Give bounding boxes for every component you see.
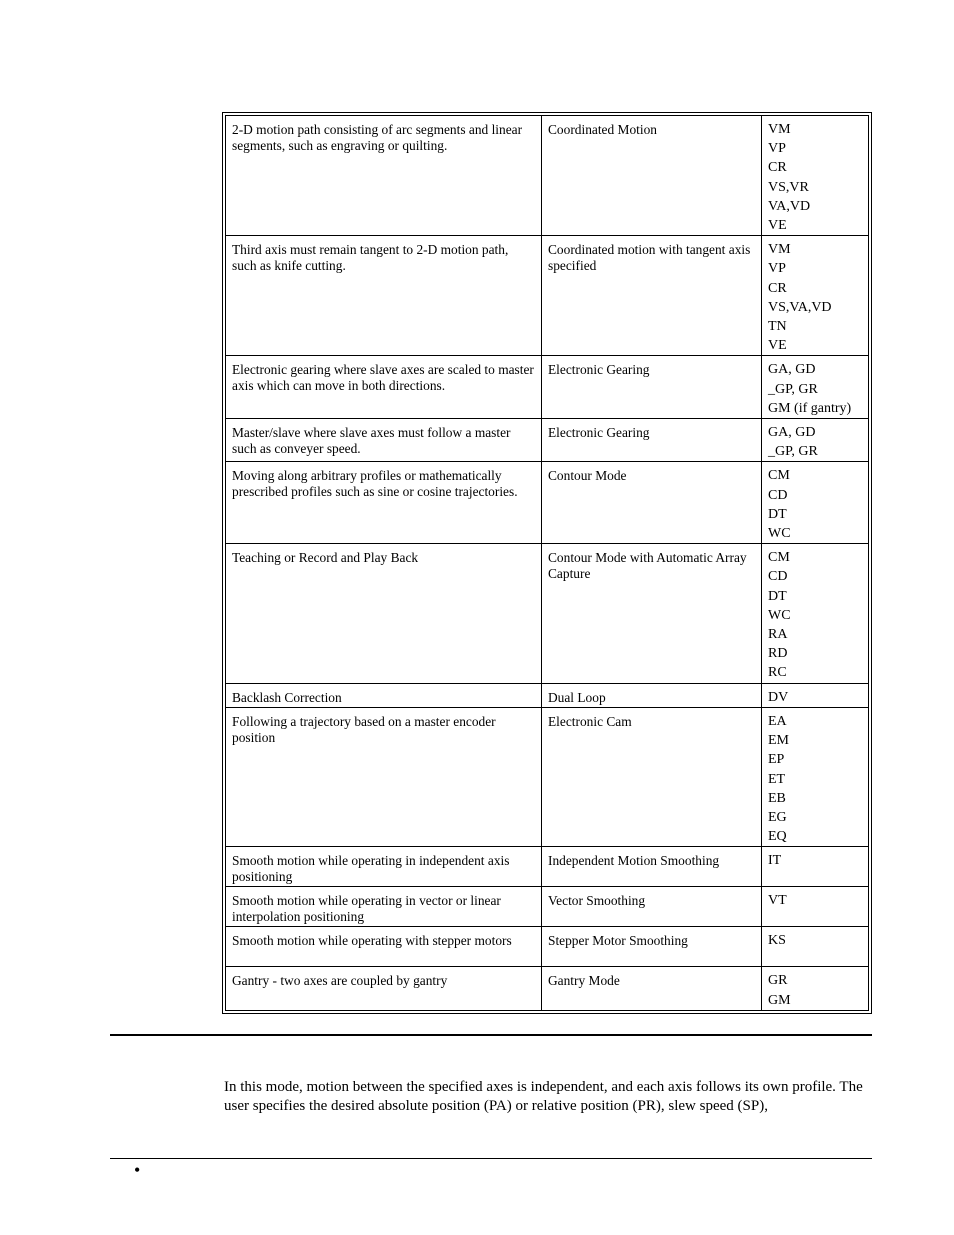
command-code: RD <box>768 646 788 662</box>
table-row <box>226 462 869 544</box>
commands-cell <box>762 236 869 356</box>
command-code: KS <box>768 933 786 949</box>
command-code: GA, GD <box>768 362 816 378</box>
table-row <box>226 683 869 707</box>
commands-cell <box>762 544 869 683</box>
application-cell: Backlash Correction <box>226 683 542 707</box>
command-code: IT <box>768 853 782 869</box>
commands-cell <box>762 887 869 927</box>
command-code: GM (if gantry) <box>768 400 852 416</box>
command-code: _GP, GR <box>768 444 818 460</box>
command-code: ET <box>768 771 786 787</box>
commands-cell <box>762 419 869 462</box>
table-row <box>226 707 869 846</box>
commands-cell <box>762 847 869 887</box>
table-row <box>226 356 869 419</box>
mode-cell: Coordinated motion with tangent axis specified <box>542 236 762 356</box>
application-cell: Following a trajectory based on a master encoder position <box>226 707 542 846</box>
command-code: CR <box>768 280 787 296</box>
table-row <box>226 544 869 683</box>
mode-cell: Independent Motion Smoothing <box>542 847 762 887</box>
command-code: DT <box>768 588 787 604</box>
command-code: WC <box>768 607 791 623</box>
application-cell: Smooth motion while operating in independent axis positioning <box>226 847 542 887</box>
command-code: VS,VR <box>768 179 809 195</box>
table-row <box>226 967 869 1010</box>
body-paragraph: In this mode, motion between the specified axes is independent, and each axis follows its own profile. The user specifies the desired absolute position (PA) or relative position (PR), slew speed (SP), <box>224 1079 863 1114</box>
command-code: VM <box>768 242 791 258</box>
command-code: GM <box>768 992 791 1008</box>
commands-cell <box>762 967 869 1010</box>
application-cell: 2-D motion path consisting of arc segments and linear segments, such as engraving or quilting. <box>226 116 542 236</box>
mode-cell: Gantry Mode <box>542 967 762 1010</box>
table-row <box>226 236 869 356</box>
mode-cell: Electronic Gearing <box>542 356 762 419</box>
table-row <box>226 116 869 236</box>
command-code: DT <box>768 506 787 522</box>
command-code: EB <box>768 790 786 806</box>
table-row <box>226 419 869 462</box>
mode-cell: Electronic Cam <box>542 707 762 846</box>
mode-cell: Vector Smoothing <box>542 887 762 927</box>
command-code: CD <box>768 569 788 585</box>
command-code: CM <box>768 550 790 566</box>
commands-cell <box>762 683 869 707</box>
commands-cell <box>762 927 869 967</box>
section-divider <box>110 1034 872 1036</box>
application-cell: Smooth motion while operating in vector or linear interpolation positioning <box>226 887 542 927</box>
table-row <box>226 887 869 927</box>
command-code: DV <box>768 689 789 705</box>
command-code: VT <box>768 893 787 909</box>
commands-cell <box>762 707 869 846</box>
command-code: EQ <box>768 829 787 845</box>
table-row <box>226 927 869 967</box>
footer-rule <box>110 1158 872 1159</box>
command-code: CM <box>768 468 790 484</box>
commands-cell <box>762 116 869 236</box>
mode-cell: Contour Mode <box>542 462 762 544</box>
commands-cell <box>762 356 869 419</box>
command-code: EA <box>768 713 787 729</box>
application-cell: Moving along arbitrary profiles or mathematically prescribed profiles such as sine or cosine trajectories. <box>226 462 542 544</box>
command-code: VA,VD <box>768 198 811 214</box>
command-table-frame <box>222 112 872 1014</box>
command-code: GA, GD <box>768 425 816 441</box>
command-code: EG <box>768 809 787 825</box>
command-code: VM <box>768 122 791 137</box>
table-row <box>226 847 869 887</box>
mode-cell: Stepper Motor Smoothing <box>542 927 762 967</box>
command-table <box>225 115 869 1011</box>
command-code: GR <box>768 973 788 989</box>
application-cell: Teaching or Record and Play Back <box>226 544 542 683</box>
command-code: EP <box>768 752 785 768</box>
command-code: VS,VA,VD <box>768 299 832 315</box>
command-code: CR <box>768 160 787 176</box>
mode-cell: Dual Loop <box>542 683 762 707</box>
commands-cell <box>762 462 869 544</box>
footer-bullet: • <box>134 1160 141 1180</box>
application-cell: Smooth motion while operating with stepper motors <box>226 927 542 967</box>
command-code: CD <box>768 487 788 503</box>
command-code: RA <box>768 627 788 643</box>
mode-cell: Contour Mode with Automatic Array Capture <box>542 544 762 683</box>
command-code: VE <box>768 218 787 234</box>
application-cell: Master/slave where slave axes must follow a master such as conveyer speed. <box>226 419 542 462</box>
command-code: WC <box>768 526 791 542</box>
command-code: VP <box>768 141 786 157</box>
command-code: TN <box>768 319 787 335</box>
command-code: RC <box>768 665 787 681</box>
command-code: VE <box>768 338 787 354</box>
application-cell: Third axis must remain tangent to 2-D motion path, such as knife cutting. <box>226 236 542 356</box>
command-code: _GP, GR <box>768 381 818 397</box>
mode-cell: Electronic Gearing <box>542 419 762 462</box>
application-cell: Electronic gearing where slave axes are scaled to master axis which can move in both directions. <box>226 356 542 419</box>
application-cell: Gantry - two axes are coupled by gantry <box>226 967 542 1010</box>
command-code: EM <box>768 733 789 749</box>
mode-cell: Coordinated Motion <box>542 116 762 236</box>
command-code: VP <box>768 261 786 277</box>
